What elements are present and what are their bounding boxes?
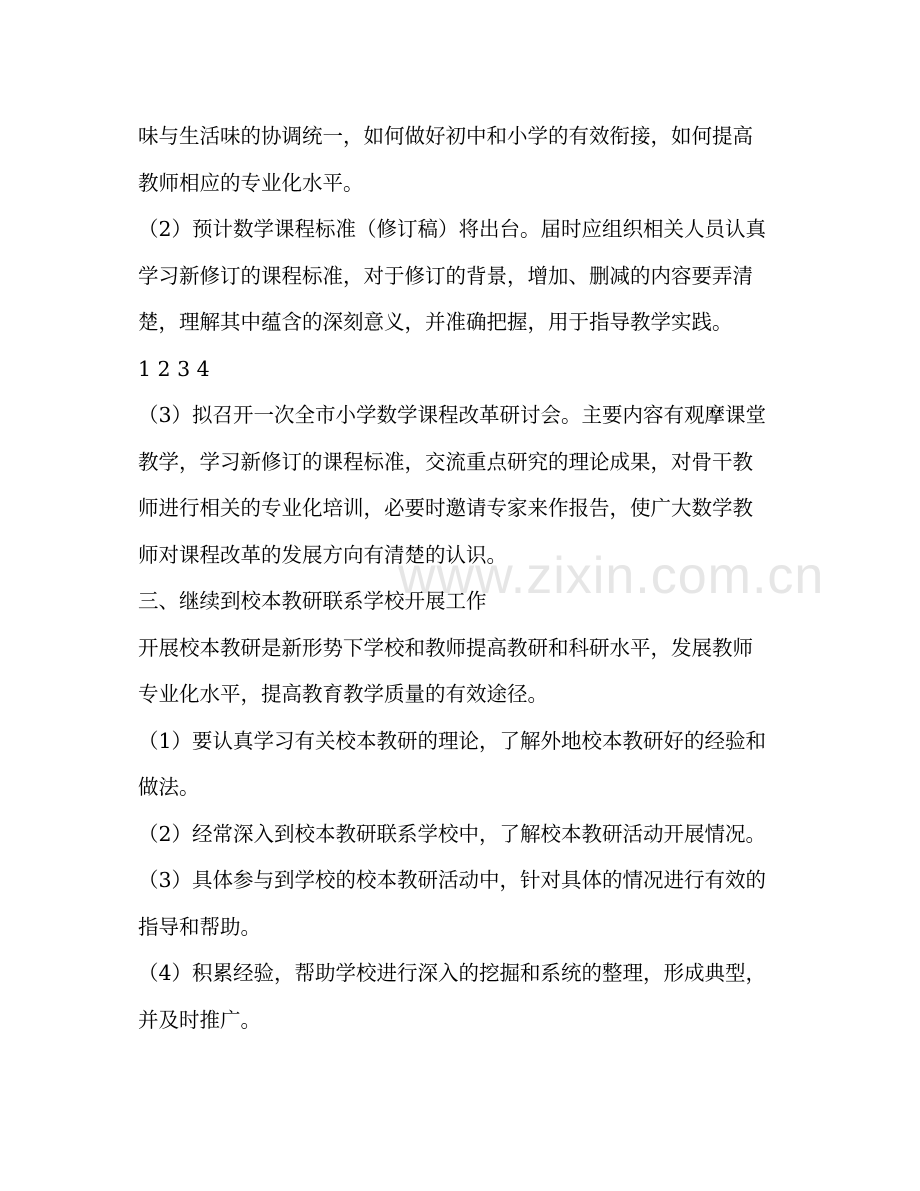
text-line: 师进行相关的专业化培训，必要时邀请专家来作报告，使广大数学教: [138, 496, 753, 520]
text-line: 味与生活味的协调统一，如何做好初中和小学的有效衔接，如何提高: [138, 124, 753, 148]
text-line: （4）积累经验，帮助学校进行深入的挖掘和系统的整理，形成典型，: [138, 961, 767, 985]
text-line: 开展校本教研是新形势下学校和教师提高教研和科研水平，发展教师: [138, 635, 753, 660]
watermark: www.zixin.com.cn: [398, 547, 825, 605]
text-line: 专业化水平，提高教育教学质量的有效途径。: [138, 682, 548, 706]
text-line: 教师相应的专业化水平。: [138, 170, 364, 195]
text-line: 并及时推广。: [138, 1007, 261, 1032]
document-body: [138, 113, 788, 1043]
text-line: 学习新修订的课程标准，对于修订的背景，增加、删减的内容要弄清: [138, 263, 753, 288]
text-line: 师对课程改革的发展方向有清楚的认识。: [138, 542, 507, 567]
text-line: （1）要认真学习有关校本教研的理论，了解外地校本教研好的经验和: [138, 728, 767, 753]
page-markers: 1 2 3 4: [138, 356, 210, 381]
text-line: 楚，理解其中蕴含的深刻意义，并准确把握，用于指导教学实践。: [138, 310, 733, 334]
text-line: （2）经常深入到校本教研联系学校中，了解校本教研活动开展情况。: [138, 821, 767, 846]
text-line: （2）预计数学课程标准（修订稿）将出台。届时应组织相关人员认真: [138, 217, 767, 241]
text-line: 做法。: [138, 775, 200, 799]
text-line: （3）拟召开一次全市小学数学课程改革研讨会。主要内容有观摩课堂: [138, 403, 767, 427]
text-line: 指导和帮助。: [138, 914, 261, 939]
section-heading: 三、继续到校本教研联系学校开展工作: [138, 589, 487, 613]
text-line: （3）具体参与到学校的校本教研活动中，针对具体的情况进行有效的: [138, 868, 767, 892]
text-line: 教学，学习新修订的课程标准，交流重点研究的理论成果，对骨干教: [138, 449, 753, 474]
